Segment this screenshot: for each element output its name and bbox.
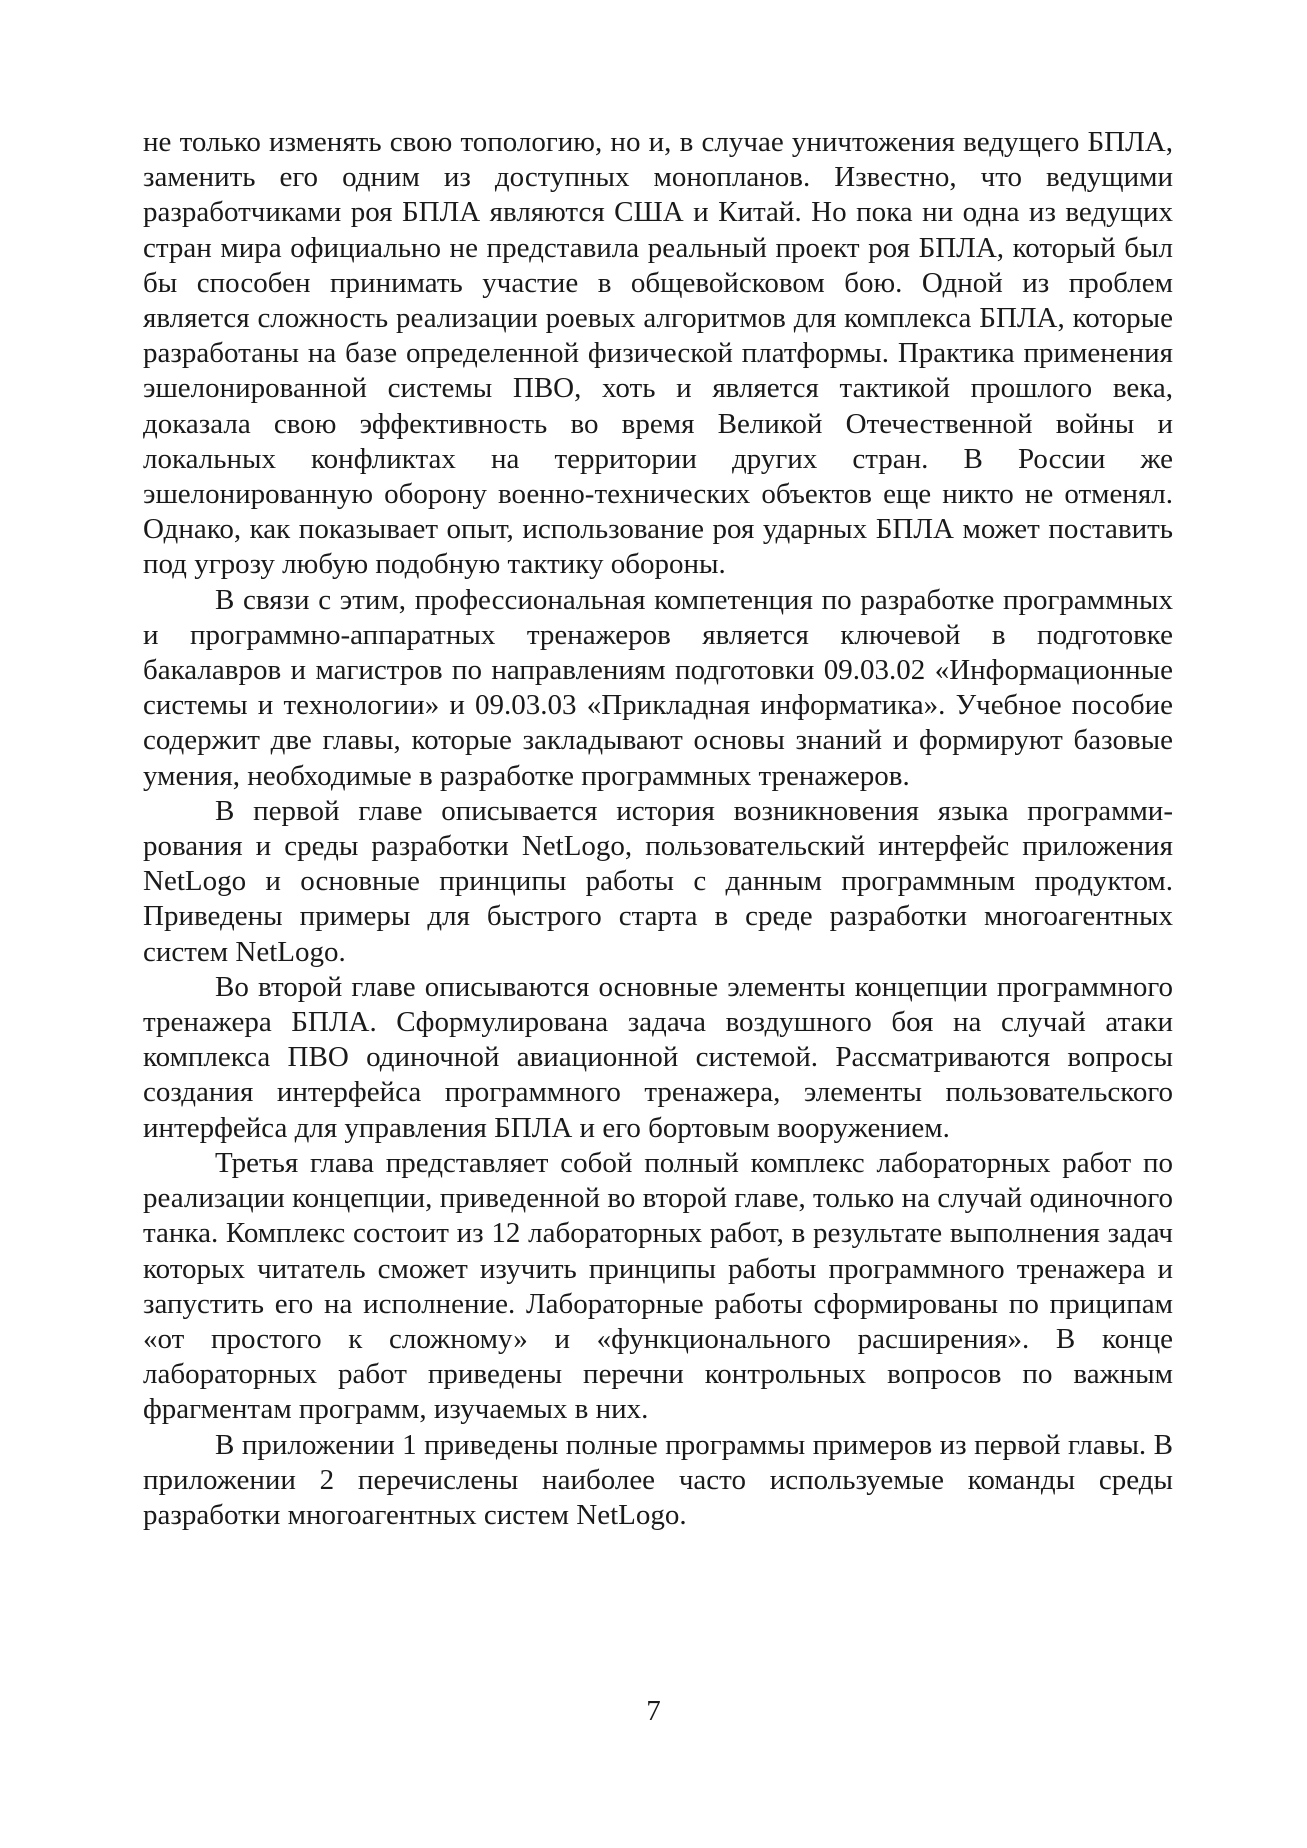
paragraph-chapter-three: Третья глава представляет собой полный комплекс лабораторных работ по реализации концепции, приведенной во второй главе, только на случай одиночного танка. Комплекс состоит из 12 лабораторных работ, в результате выполнения задач которых читатель сможет изучить принципы работы программного тренажера и запустить его на исполнение. Лабораторные работы сформированы по приципам «от простого к сложному» и «функционального расширения». В конце лабораторных работ приведены перечни контрольных вопросов по важным фрагментам программ, изучаемых в них.	[143, 1146, 1173, 1426]
paragraph-competence: В связи с этим, профессиональная компетенция по разработке программных и программно-аппаратных тренажеров является ключевой в подготовке бакалавров и магистров по направлениям подготовки 09.03.02 «Информационные системы и технологии» и 09.03.03 «Прикладная информатика». Учебное пособие содержит две главы, которые закладывают основы знаний и формируют базовые умения, необходимые в разработке программных тренажеров.	[143, 583, 1173, 792]
page-number: 7	[646, 1695, 661, 1727]
paragraph-continuation: не только изменять свою топологию, но и, в случае уничтожения ведущего БПЛА, заменить его одним из доступных монопланов. Известно, что ведущими разработчиками роя БПЛА являются США и Китай. Но пока ни одна из ведущих стран мира официально не представила реальный проект роя БПЛА, который был бы способен принимать участие в общевойсковом бою. Одной из проблем является сложность реализации роевых алгоритмов для комплекса БПЛА, которые разработаны на базе определенной физической платформы. Практика применения эшелонированной системы ПВО, хоть и является тактикой прошлого века, доказала свою эффективность во время Великой Отечественной войны и локальных конфликтах на территории других стран. В России же эшелонированную оборону военно-технических объектов еще никто не отменял. Однако, как показывает опыт, использование роя ударных БПЛА может поставить под угрозу любую подобную тактику обороны.	[143, 126, 1173, 581]
paragraph-chapter-two: Во второй главе описываются основные элементы концепции программного тренажера БПЛА. Сформулирована задача воздушного боя на случай атаки комплекса ПВО одиночной авиационной системой. Рассматриваются вопросы создания интерфейса программного тренажера, элементы пользовательского интерфейса для управления БПЛА и его бортовым вооружением.	[143, 970, 1173, 1144]
body-text	[143, 125, 1173, 1533]
paragraph-chapter-one: В первой главе описывается история возникновения языка программирования и среды разработки NetLogo, пользовательский интерфейс приложения NetLogo и основные принципы работы с данным программным продуктом. Приведены примеры для быстрого старта в среде разработки многоагентных систем NetLogo.	[143, 794, 1173, 968]
paragraph-appendices: В приложении 1 приведены полные программы примеров из первой главы. В приложении 2 перечислены наиболее часто используемые команды среды разработки многоагентных систем NetLogo.	[143, 1428, 1173, 1531]
